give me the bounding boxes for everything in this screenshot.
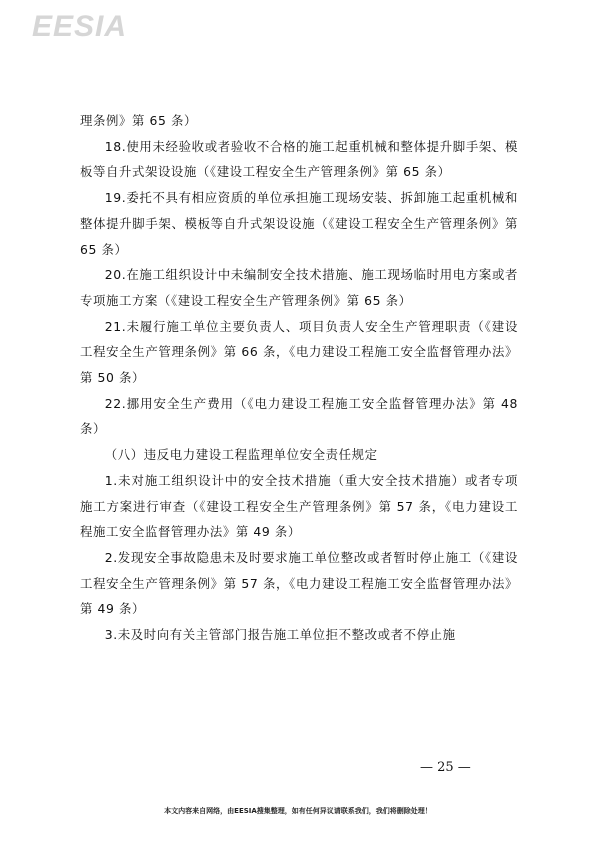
paragraph-item-21: 21.未履行施工单位主要负责人、项目负责人安全生产管理职责（《建设工程安全生产管理条例》第 66 条，《电力建设工程施工安全监督管理办法》第 50 条） (80, 318, 518, 386)
paragraph-item-1: 1.未对施工组织设计中的安全技术措施（重大安全技术措施）或者专项施工方案进行审查（《建设工程安全生产管理条例》第 57 条，《电力建设工程施工安全监督管理办法》第 49 条） (80, 472, 518, 540)
paragraph-item-19: 19.委托不具有相应资质的单位承担施工现场安装、拆卸施工起重机械和整体提升脚手架、模板等自升式架设设施（《建设工程安全生产管理条例》第 65 条） (80, 190, 518, 257)
document-body (80, 108, 518, 648)
page-number: — 25 — (420, 760, 471, 775)
eesia-logo: EESIA (32, 10, 128, 43)
paragraph-continuation: 理条例》第 65 条） (80, 113, 197, 128)
paragraph-item-22: 22.挪用安全生产费用（《电力建设工程施工安全监督管理办法》第 48 条） (80, 395, 518, 437)
paragraph-item-20: 20.在施工组织设计中未编制安全技术措施、施工现场临时用电方案或者专项施工方案（《建设工程安全生产管理条例》第 65 条） (80, 267, 518, 308)
paragraph-item-18: 18.使用未经验收或者验收不合格的施工起重机械和整体提升脚手架、模板等自升式架设设施（《建设工程安全生产管理条例》第 65 条） (80, 138, 518, 180)
paragraph-item-2: 2.发现安全事故隐患未及时要求施工单位整改或者暂时停止施工（《建设工程安全生产管理条例》第 57 条，《电力建设工程施工安全监督管理办法》第 49 条） (80, 549, 518, 617)
footer-disclaimer: 本文内容来自网络，由EESIA搜集整理，如有任何异议请联系我们，我们将删除处理！ (164, 807, 432, 815)
section-heading: （八）违反电力建设工程监理单位安全责任规定 (104, 447, 378, 463)
paragraph-item-3: 3.未及时向有关主管部门报告施工单位拒不整改或者不停止施 (104, 627, 456, 643)
